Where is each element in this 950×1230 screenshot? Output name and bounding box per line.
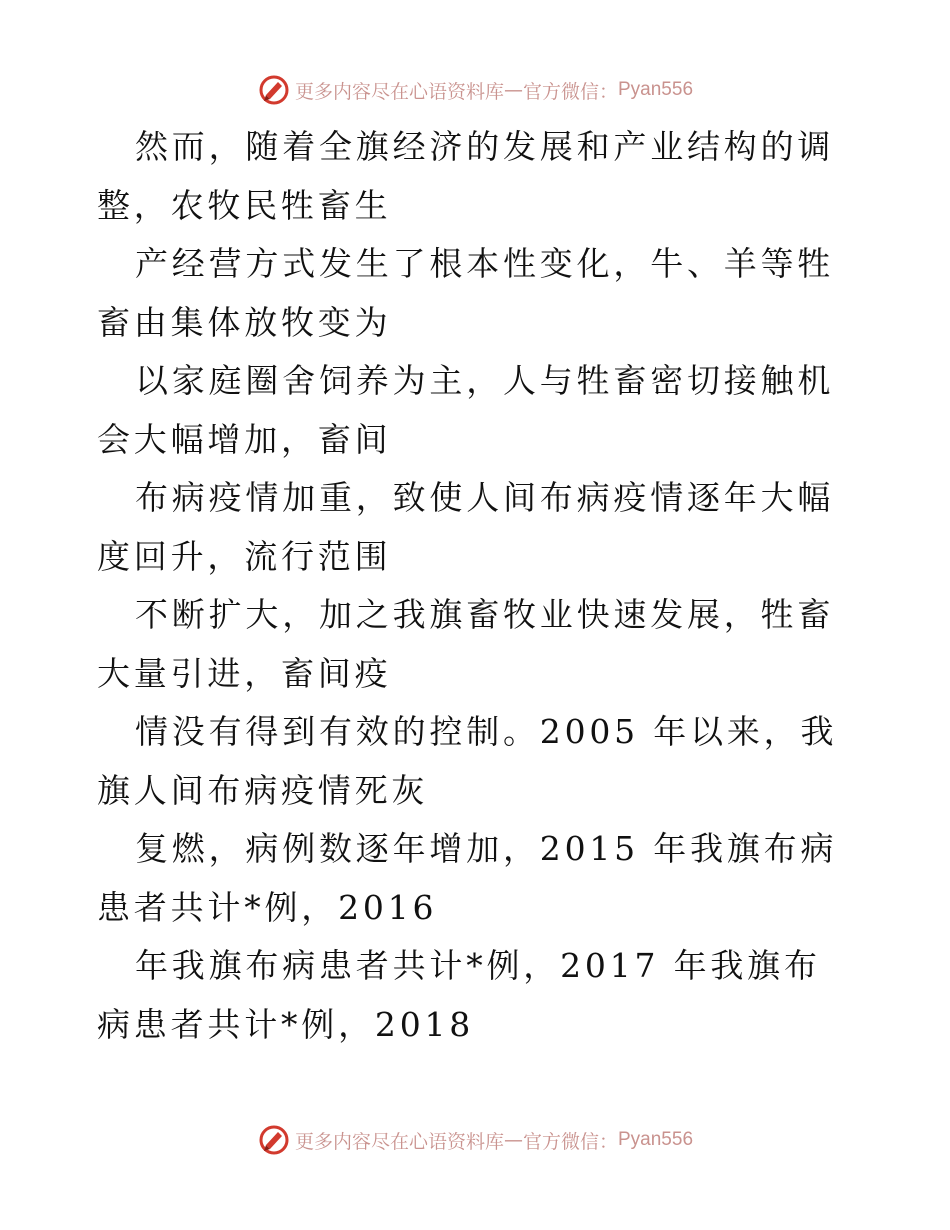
banner-dash: — [503, 79, 523, 101]
document-body [97, 118, 857, 1054]
pen-logo-icon [257, 1123, 291, 1157]
banner-wechat-id: Pyan556 [618, 1129, 694, 1150]
header-banner [0, 70, 950, 110]
banner-wechat-label: 官方微信： [522, 1130, 618, 1153]
banner-wechat-label: 官方微信： [522, 80, 618, 103]
paragraph: 布病疫情加重，致使人间布病疫情逐年大幅度回升，流行范围 [97, 478, 835, 576]
footer-banner [0, 1120, 950, 1160]
paragraph: 复燃，病例数逐年增加，2015 年我旗布病患者共计*例，2016 [97, 829, 838, 927]
paragraph: 不断扩大，加之我旗畜牧业快速发展，牲畜大量引进，畜间疫 [97, 595, 835, 693]
paragraph: 然而，随着全旗经济的发展和产业结构的调整，农牧民牲畜生 [97, 127, 835, 225]
paragraph: 情没有得到有效的控制。2005 年以来，我旗人间布病疫情死灰 [97, 712, 838, 810]
paragraph: 年我旗布病患者共计*例，2017 年我旗布病患者共计*例，2018 [97, 946, 821, 1044]
banner-main-text: 更多内容尽在心语资料库 [294, 1130, 504, 1153]
paragraph: 以家庭圈舍饲养为主，人与牲畜密切接触机会大幅增加，畜间 [97, 361, 835, 459]
banner-wechat-id: Pyan556 [618, 79, 694, 100]
banner-dash: — [503, 1129, 523, 1151]
pen-logo-icon [257, 73, 291, 107]
banner-main-text: 更多内容尽在心语资料库 [294, 80, 504, 103]
paragraph: 产经营方式发生了根本性变化，牛、羊等牲畜由集体放牧变为 [97, 244, 835, 342]
